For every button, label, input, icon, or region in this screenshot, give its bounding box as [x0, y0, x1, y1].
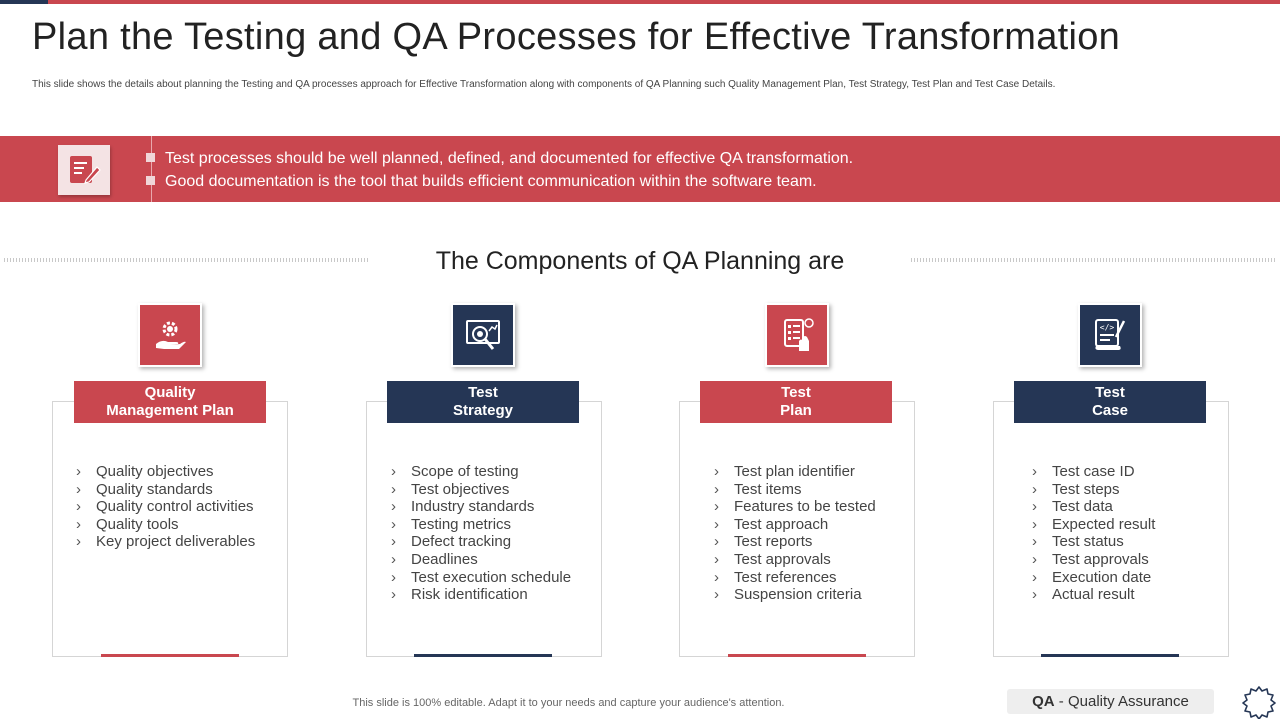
card-title-line: Case	[1092, 402, 1128, 419]
list-item: › Defect tracking	[391, 533, 571, 551]
card-title-test-case	[1014, 381, 1206, 423]
list-item: › Test status	[1032, 533, 1155, 551]
list-item: › Test approach	[714, 516, 876, 534]
list-item: › Quality control activities	[76, 498, 255, 516]
card-title-line: Test	[468, 384, 498, 401]
top-accent-bar-navy	[0, 0, 48, 4]
list-item: › Test steps	[1032, 481, 1155, 499]
card-title-line: Quality	[144, 384, 196, 401]
list-item: › Test items	[714, 481, 876, 499]
target-analytics-icon	[451, 303, 515, 367]
list-item: › Test reports	[714, 533, 876, 551]
list-item: › Expected result	[1032, 516, 1155, 534]
card-item-list	[1032, 463, 1155, 604]
list-item: › Test approvals	[1032, 551, 1155, 569]
footer-note-text: This slide is 100% editable. Adapt it to your needs and capture your audience's attention.	[352, 697, 785, 709]
bullet-square-icon	[146, 176, 155, 185]
code-scroll-icon	[1078, 303, 1142, 367]
qa-full-name: Quality Assurance	[1067, 693, 1189, 710]
qa-separator: -	[1054, 693, 1068, 710]
card-item-list	[391, 463, 571, 604]
card-title-line: Management Plan	[106, 402, 234, 419]
list-item: › Test references	[714, 569, 876, 587]
banner-point-1	[146, 150, 853, 168]
page-title: Plan the Testing and QA Processes for Effective Transformation	[32, 16, 1121, 58]
card-title-quality-management-plan	[74, 381, 266, 423]
card-title-line: Test	[781, 384, 811, 401]
list-item: › Industry standards	[391, 498, 571, 516]
document-edit-icon	[58, 145, 110, 195]
card-item-list	[76, 463, 255, 551]
card-title-test-plan	[700, 381, 892, 423]
card-accent-line	[101, 654, 239, 657]
list-item: › Scope of testing	[391, 463, 571, 481]
qa-legend-badge	[1007, 689, 1214, 714]
section-title: The Components of QA Planning are	[435, 247, 845, 275]
card-title-test-strategy	[387, 381, 579, 423]
list-item: › Test objectives	[391, 481, 571, 499]
top-accent-bar	[0, 0, 1280, 4]
card-title-line: Strategy	[452, 402, 514, 419]
card-accent-line	[728, 654, 866, 657]
page-subtitle: This slide shows the details about planning the Testing and QA processes approach for Effective Transformation along with components of QA Planning such Quality Management Plan, Test Strategy, Test Plan and Test Case Details.	[32, 79, 1056, 90]
hand-gear-icon	[138, 303, 202, 367]
card-item-list	[714, 463, 876, 604]
qa-abbreviation: QA	[1032, 693, 1055, 710]
list-item: › Quality standards	[76, 481, 255, 499]
key-points-banner	[0, 136, 1280, 202]
gear-outline-icon	[1242, 685, 1276, 719]
card-title-line: Plan	[780, 402, 812, 419]
svg-text:</>: </>	[1099, 323, 1115, 332]
list-item: › Features to be tested	[714, 498, 876, 516]
list-item: › Suspension criteria	[714, 586, 876, 604]
banner-point-1-text: Test processes should be well planned, defined, and documented for effective QA transformation.	[165, 150, 854, 167]
banner-divider	[151, 136, 152, 202]
card-accent-line	[414, 654, 552, 657]
list-item: › Actual result	[1032, 586, 1155, 604]
list-item: › Execution date	[1032, 569, 1155, 587]
list-item: › Testing metrics	[391, 516, 571, 534]
list-item: › Deadlines	[391, 551, 571, 569]
list-item: › Test approvals	[714, 551, 876, 569]
list-item: › Risk identification	[391, 586, 571, 604]
list-item: › Quality objectives	[76, 463, 255, 481]
list-item: › Test plan identifier	[714, 463, 876, 481]
card-accent-line	[1041, 654, 1179, 657]
bullet-square-icon	[146, 153, 155, 162]
checklist-hand-icon	[765, 303, 829, 367]
list-item: › Key project deliverables	[76, 533, 255, 551]
list-item: › Quality tools	[76, 516, 255, 534]
card-title-line: Test	[1095, 384, 1125, 401]
list-item: › Test case ID	[1032, 463, 1155, 481]
banner-point-2-text: Good documentation is the tool that builds efficient communication within the software team.	[165, 173, 817, 190]
banner-point-2	[146, 173, 817, 191]
list-item: › Test data	[1032, 498, 1155, 516]
list-item: › Test execution schedule	[391, 569, 571, 587]
